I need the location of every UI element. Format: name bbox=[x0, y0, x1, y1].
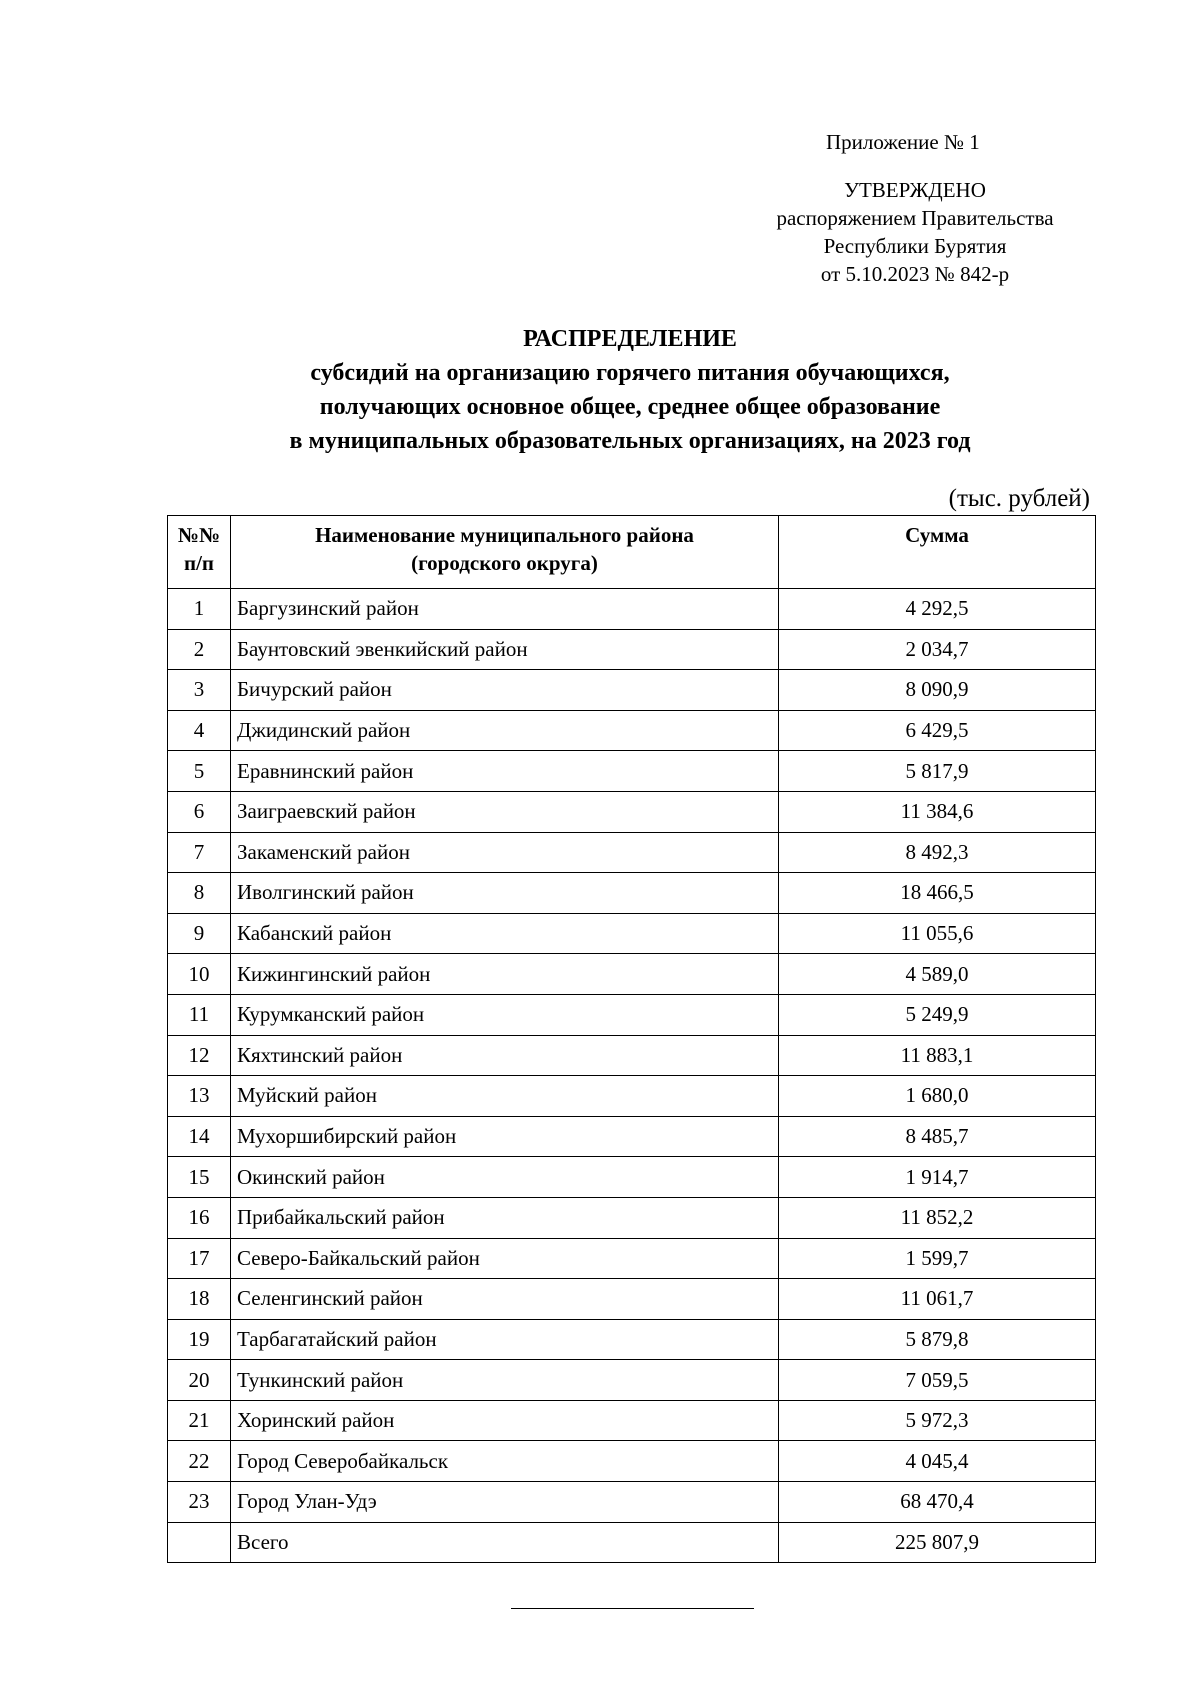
table-row bbox=[168, 791, 1096, 832]
table-row bbox=[168, 751, 1096, 792]
approval-line: Республики Бурятия bbox=[823, 234, 1007, 258]
header-name-line: Наименование муниципального района bbox=[315, 523, 694, 547]
row-number: 11 bbox=[168, 994, 231, 1035]
row-amount: 5 879,8 bbox=[779, 1319, 1096, 1360]
approval-line: распоряжением Правительства bbox=[776, 206, 1054, 230]
row-number: 17 bbox=[168, 1238, 231, 1279]
row-amount: 8 090,9 bbox=[779, 670, 1096, 711]
row-amount: 1 680,0 bbox=[779, 1076, 1096, 1117]
row-district-name: Город Улан-Удэ bbox=[231, 1482, 779, 1523]
row-number: 7 bbox=[168, 832, 231, 873]
row-district-name: Муйский район bbox=[231, 1076, 779, 1117]
row-district-name: Кабанский район bbox=[231, 913, 779, 954]
units-label: (тыс. рублей) bbox=[948, 485, 1090, 512]
row-number: 21 bbox=[168, 1400, 231, 1441]
row-district-name: Тарбагатайский район bbox=[231, 1319, 779, 1360]
table-body bbox=[168, 589, 1096, 1563]
table-row bbox=[168, 1116, 1096, 1157]
row-number: 13 bbox=[168, 1076, 231, 1117]
row-amount: 225 807,9 bbox=[779, 1522, 1096, 1563]
row-district-name: Заиграевский район bbox=[231, 791, 779, 832]
row-district-name: Тункинский район bbox=[231, 1360, 779, 1401]
header-name bbox=[231, 516, 779, 589]
row-amount: 4 292,5 bbox=[779, 589, 1096, 630]
row-number: 4 bbox=[168, 710, 231, 751]
row-district-name: Джидинский район bbox=[231, 710, 779, 751]
row-amount: 4 589,0 bbox=[779, 954, 1096, 995]
distribution-table bbox=[167, 515, 1096, 1563]
row-district-name: Хоринский район bbox=[231, 1400, 779, 1441]
row-district-name: Баргузинский район bbox=[231, 589, 779, 630]
header-num bbox=[168, 516, 231, 589]
header-num-line: п/п bbox=[183, 551, 215, 575]
row-number: 8 bbox=[168, 873, 231, 914]
approval-stamp bbox=[730, 176, 1100, 288]
table-row bbox=[168, 994, 1096, 1035]
table-row bbox=[168, 913, 1096, 954]
row-amount: 11 883,1 bbox=[779, 1035, 1096, 1076]
row-district-name: Окинский район bbox=[231, 1157, 779, 1198]
table-row bbox=[168, 1319, 1096, 1360]
header-num-line: №№ bbox=[177, 523, 221, 547]
appendix-label: Приложение № 1 bbox=[826, 130, 980, 154]
row-number: 20 bbox=[168, 1360, 231, 1401]
row-district-name: Закаменский район bbox=[231, 832, 779, 873]
row-number: 16 bbox=[168, 1197, 231, 1238]
table-header-row bbox=[168, 516, 1096, 589]
table-row bbox=[168, 1197, 1096, 1238]
table-row bbox=[168, 1360, 1096, 1401]
row-amount: 68 470,4 bbox=[779, 1482, 1096, 1523]
row-number: 18 bbox=[168, 1279, 231, 1320]
title-line: в муниципальных образовательных организациях, на 2023 год bbox=[289, 428, 971, 454]
footer-divider bbox=[511, 1608, 754, 1609]
table-row bbox=[168, 1441, 1096, 1482]
total-row bbox=[168, 1522, 1096, 1563]
header-name-line: (городского округа) bbox=[411, 551, 598, 575]
table-row bbox=[168, 1400, 1096, 1441]
row-district-name: Баунтовский эвенкийский район bbox=[231, 629, 779, 670]
row-amount: 1 599,7 bbox=[779, 1238, 1096, 1279]
table-row bbox=[168, 1035, 1096, 1076]
title-line: получающих основное общее, среднее общее образование bbox=[319, 394, 941, 420]
row-amount: 1 914,7 bbox=[779, 1157, 1096, 1198]
row-amount: 11 852,2 bbox=[779, 1197, 1096, 1238]
row-district-name: Прибайкальский район bbox=[231, 1197, 779, 1238]
row-amount: 5 817,9 bbox=[779, 751, 1096, 792]
row-amount: 11 384,6 bbox=[779, 791, 1096, 832]
table-row bbox=[168, 629, 1096, 670]
title-heading: РАСПРЕДЕЛЕНИЕ bbox=[523, 326, 737, 352]
row-amount: 8 485,7 bbox=[779, 1116, 1096, 1157]
document-title bbox=[150, 322, 1110, 458]
row-amount: 4 045,4 bbox=[779, 1441, 1096, 1482]
row-number: 1 bbox=[168, 589, 231, 630]
row-district-name: Кижингинский район bbox=[231, 954, 779, 995]
row-district-name: Кяхтинский район bbox=[231, 1035, 779, 1076]
table-row bbox=[168, 1279, 1096, 1320]
title-line: субсидий на организацию горячего питания обучающихся, bbox=[310, 360, 950, 386]
approval-line: от 5.10.2023 № 842-р bbox=[820, 262, 1010, 286]
row-number: 14 bbox=[168, 1116, 231, 1157]
table-row bbox=[168, 832, 1096, 873]
approval-line: УТВЕРЖДЕНО bbox=[844, 178, 986, 202]
row-number: 12 bbox=[168, 1035, 231, 1076]
row-district-name: Селенгинский район bbox=[231, 1279, 779, 1320]
row-district-name: Бичурский район bbox=[231, 670, 779, 711]
row-amount: 8 492,3 bbox=[779, 832, 1096, 873]
row-district-name: Курумканский район bbox=[231, 994, 779, 1035]
table-row bbox=[168, 1157, 1096, 1198]
table-row bbox=[168, 589, 1096, 630]
row-number: 22 bbox=[168, 1441, 231, 1482]
table-row bbox=[168, 1482, 1096, 1523]
row-amount: 11 055,6 bbox=[779, 913, 1096, 954]
row-number: 15 bbox=[168, 1157, 231, 1198]
table-row bbox=[168, 954, 1096, 995]
row-amount: 7 059,5 bbox=[779, 1360, 1096, 1401]
row-number: 2 bbox=[168, 629, 231, 670]
row-number: 6 bbox=[168, 791, 231, 832]
row-number bbox=[168, 1522, 231, 1563]
row-number: 10 bbox=[168, 954, 231, 995]
table-row bbox=[168, 873, 1096, 914]
table-row bbox=[168, 710, 1096, 751]
row-number: 23 bbox=[168, 1482, 231, 1523]
row-district-name: Иволгинский район bbox=[231, 873, 779, 914]
row-amount: 6 429,5 bbox=[779, 710, 1096, 751]
table-row bbox=[168, 1076, 1096, 1117]
row-number: 9 bbox=[168, 913, 231, 954]
row-district-name: Еравнинский район bbox=[231, 751, 779, 792]
row-district-name: Всего bbox=[231, 1522, 779, 1563]
row-number: 19 bbox=[168, 1319, 231, 1360]
header-sum: Сумма bbox=[779, 516, 1096, 589]
row-amount: 11 061,7 bbox=[779, 1279, 1096, 1320]
row-number: 3 bbox=[168, 670, 231, 711]
row-district-name: Северо-Байкальский район bbox=[231, 1238, 779, 1279]
row-number: 5 bbox=[168, 751, 231, 792]
row-amount: 18 466,5 bbox=[779, 873, 1096, 914]
row-district-name: Город Северобайкальск bbox=[231, 1441, 779, 1482]
row-amount: 2 034,7 bbox=[779, 629, 1096, 670]
row-amount: 5 249,9 bbox=[779, 994, 1096, 1035]
table-row bbox=[168, 670, 1096, 711]
row-amount: 5 972,3 bbox=[779, 1400, 1096, 1441]
row-district-name: Мухоршибирский район bbox=[231, 1116, 779, 1157]
table-row bbox=[168, 1238, 1096, 1279]
